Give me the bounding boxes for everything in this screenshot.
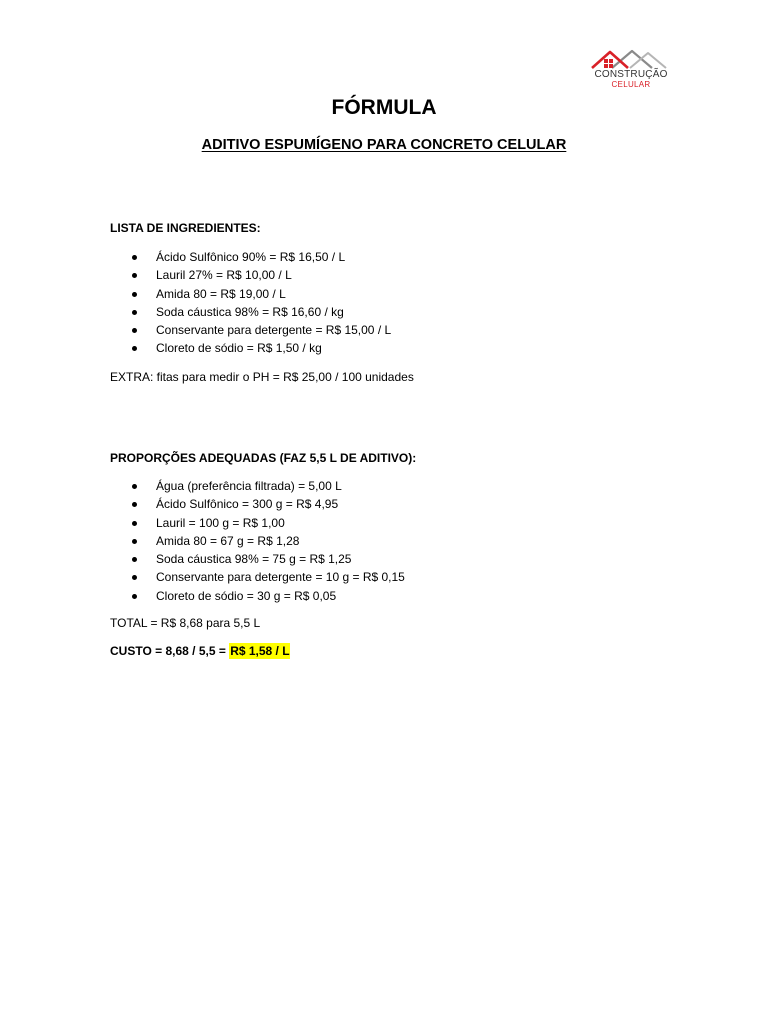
document-subtitle-text: ADITIVO ESPUMÍGENO PARA CONCRETO CELULAR bbox=[201, 137, 567, 153]
list-item-text: Conservante para detergente = 10 g = R$ 0,15 bbox=[156, 570, 405, 585]
bullet-icon bbox=[132, 502, 137, 507]
company-logo bbox=[586, 44, 676, 94]
bullet-icon bbox=[132, 539, 137, 544]
house-roof-icon bbox=[590, 48, 672, 70]
list-item-text: Cloreto de sódio = R$ 1,50 / kg bbox=[156, 341, 322, 356]
list-item bbox=[110, 339, 391, 357]
list-item-text: Soda cáustica 98% = 75 g = R$ 1,25 bbox=[156, 552, 352, 567]
list-item-text: Ácido Sulfônico = 300 g = R$ 4,95 bbox=[156, 497, 339, 512]
cost-value-highlight: R$ 1,58 / L bbox=[230, 644, 290, 658]
list-item-text: Água (preferência filtrada) = 5,00 L bbox=[156, 479, 342, 493]
document-subtitle bbox=[0, 136, 768, 154]
cost-line bbox=[110, 643, 290, 659]
bullet-icon bbox=[132, 255, 137, 260]
bullet-icon bbox=[132, 273, 137, 278]
list-item bbox=[110, 514, 405, 532]
bullet-icon bbox=[132, 292, 137, 297]
cost-prefix: CUSTO = 8,68 / 5,5 = bbox=[110, 644, 230, 658]
bullet-icon bbox=[132, 346, 137, 351]
proportions-list bbox=[110, 477, 405, 605]
proportions-heading: PROPORÇÕES ADEQUADAS (FAZ 5,5 L DE ADITIVO): bbox=[110, 451, 417, 465]
document-title: FÓRMULA bbox=[331, 96, 437, 119]
list-item-text: Conservante para detergente = R$ 15,00 / L bbox=[156, 323, 392, 338]
bullet-icon bbox=[132, 484, 137, 489]
list-item bbox=[110, 248, 391, 266]
bullet-icon bbox=[132, 521, 137, 526]
list-item-text: Soda cáustica 98% = R$ 16,60 / kg bbox=[156, 304, 344, 319]
list-item bbox=[110, 568, 405, 586]
list-item bbox=[110, 495, 405, 513]
list-item bbox=[110, 477, 405, 495]
bullet-icon bbox=[132, 575, 137, 580]
ingredients-list bbox=[110, 248, 391, 358]
bullet-icon bbox=[132, 328, 137, 333]
bullet-icon bbox=[132, 310, 137, 315]
list-item bbox=[110, 303, 391, 321]
logo-wordmark-top: CONSTRUÇÃO bbox=[594, 69, 668, 80]
list-item-text: Cloreto de sódio = 30 g = R$ 0,05 bbox=[156, 588, 337, 603]
list-item bbox=[110, 550, 405, 568]
total-line: TOTAL = R$ 8,68 para 5,5 L bbox=[110, 616, 261, 630]
bullet-icon bbox=[132, 594, 137, 599]
extra-note: EXTRA: fitas para medir o PH = R$ 25,00 / 100 unidades bbox=[110, 370, 414, 384]
list-item-text: Lauril 27% = R$ 10,00 / L bbox=[156, 268, 292, 283]
list-item-text: Ácido Sulfônico 90% = R$ 16,50 / L bbox=[156, 250, 346, 264]
list-item bbox=[110, 587, 405, 605]
list-item bbox=[110, 321, 391, 339]
list-item-text: Amida 80 = R$ 19,00 / L bbox=[156, 286, 286, 301]
bullet-icon bbox=[132, 557, 137, 562]
list-item-text: Amida 80 = 67 g = R$ 1,28 bbox=[156, 533, 300, 548]
ingredients-heading: LISTA DE INGREDIENTES: bbox=[110, 221, 261, 235]
list-item bbox=[110, 266, 391, 284]
list-item bbox=[110, 285, 391, 303]
logo-wordmark-bottom: CELULAR bbox=[611, 80, 651, 89]
list-item-text: Lauril = 100 g = R$ 1,00 bbox=[156, 515, 285, 530]
list-item bbox=[110, 532, 405, 550]
